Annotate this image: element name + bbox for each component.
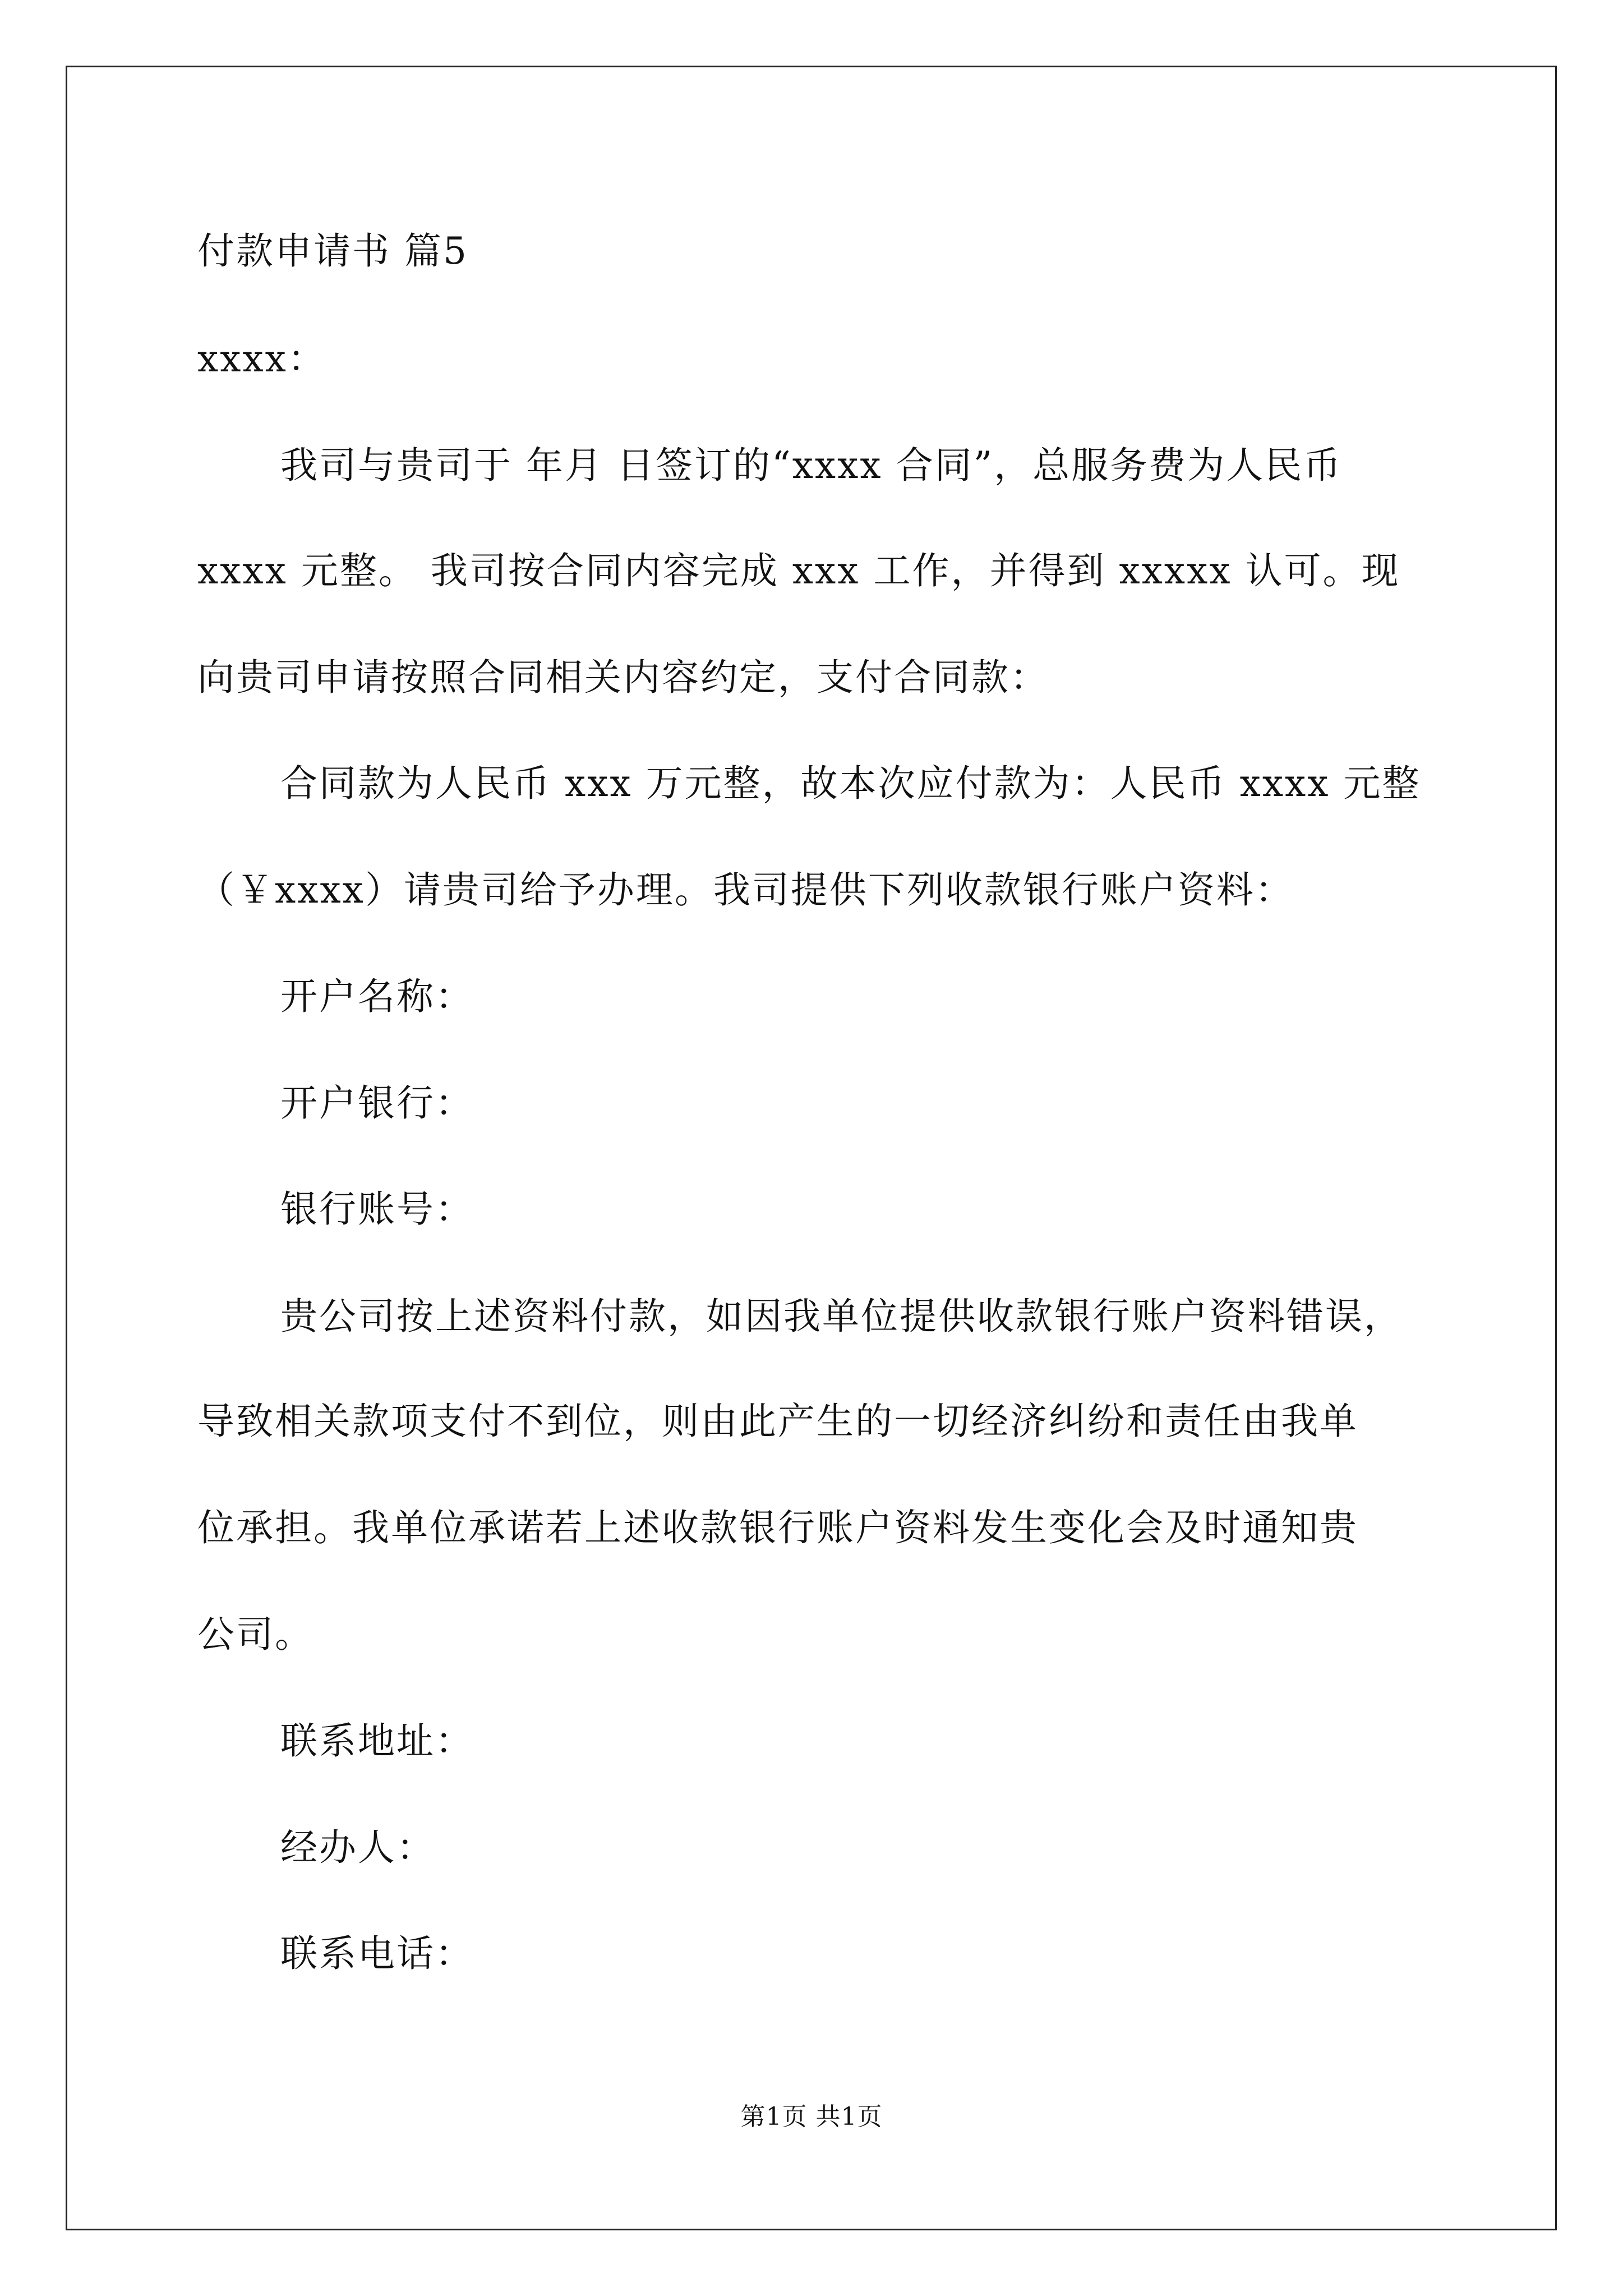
page-footer: 第1页 共1页 <box>740 2102 883 2131</box>
paragraph-1-line-3: 向贵司申请按照合同相关内容约定，支付合同款： <box>197 656 1049 699</box>
page-border <box>66 66 1557 2230</box>
paragraph-2-line-1: 合同款为人民币 xxx 万元整，故本次应付款为：人民币 xxxx 元整 <box>280 762 1421 805</box>
field-account-number: 银行账号： <box>280 1188 474 1231</box>
paragraph-1-line-2: xxxx 元整。 我司按合同内容完成 xxx 工作，并得到 xxxxx 认可。现 <box>197 549 1400 592</box>
field-account-name: 开户名称： <box>280 975 474 1018</box>
paragraph-3-line-3: 位承担。我单位承诺若上述收款银行账户资料发生变化会及时通知贵 <box>197 1506 1358 1549</box>
field-contact-address: 联系地址： <box>280 1719 474 1763</box>
salutation: xxxx： <box>197 337 326 380</box>
paragraph-3-line-2: 导致相关款项支付不到位，则由此产生的一切经济纠纷和责任由我单 <box>197 1400 1358 1443</box>
paragraph-3-line-1: 贵公司按上述资料付款，如因我单位提供收款银行账户资料错误， <box>280 1295 1403 1338</box>
document-title: 付款申请书 篇5 <box>197 229 468 273</box>
field-bank-name: 开户银行： <box>280 1082 474 1125</box>
paragraph-3-line-4: 公司。 <box>197 1613 313 1656</box>
paragraph-2-line-2: （￥xxxx）请贵司给予办理。我司提供下列收款银行账户资料： <box>197 868 1294 912</box>
field-contact-phone: 联系电话： <box>280 1932 474 1975</box>
field-handler: 经办人： <box>280 1826 435 1869</box>
paragraph-1-line-1: 我司与贵司于 年月 日签订的“xxxx 合同”，总服务费为人民币 <box>280 444 1343 487</box>
